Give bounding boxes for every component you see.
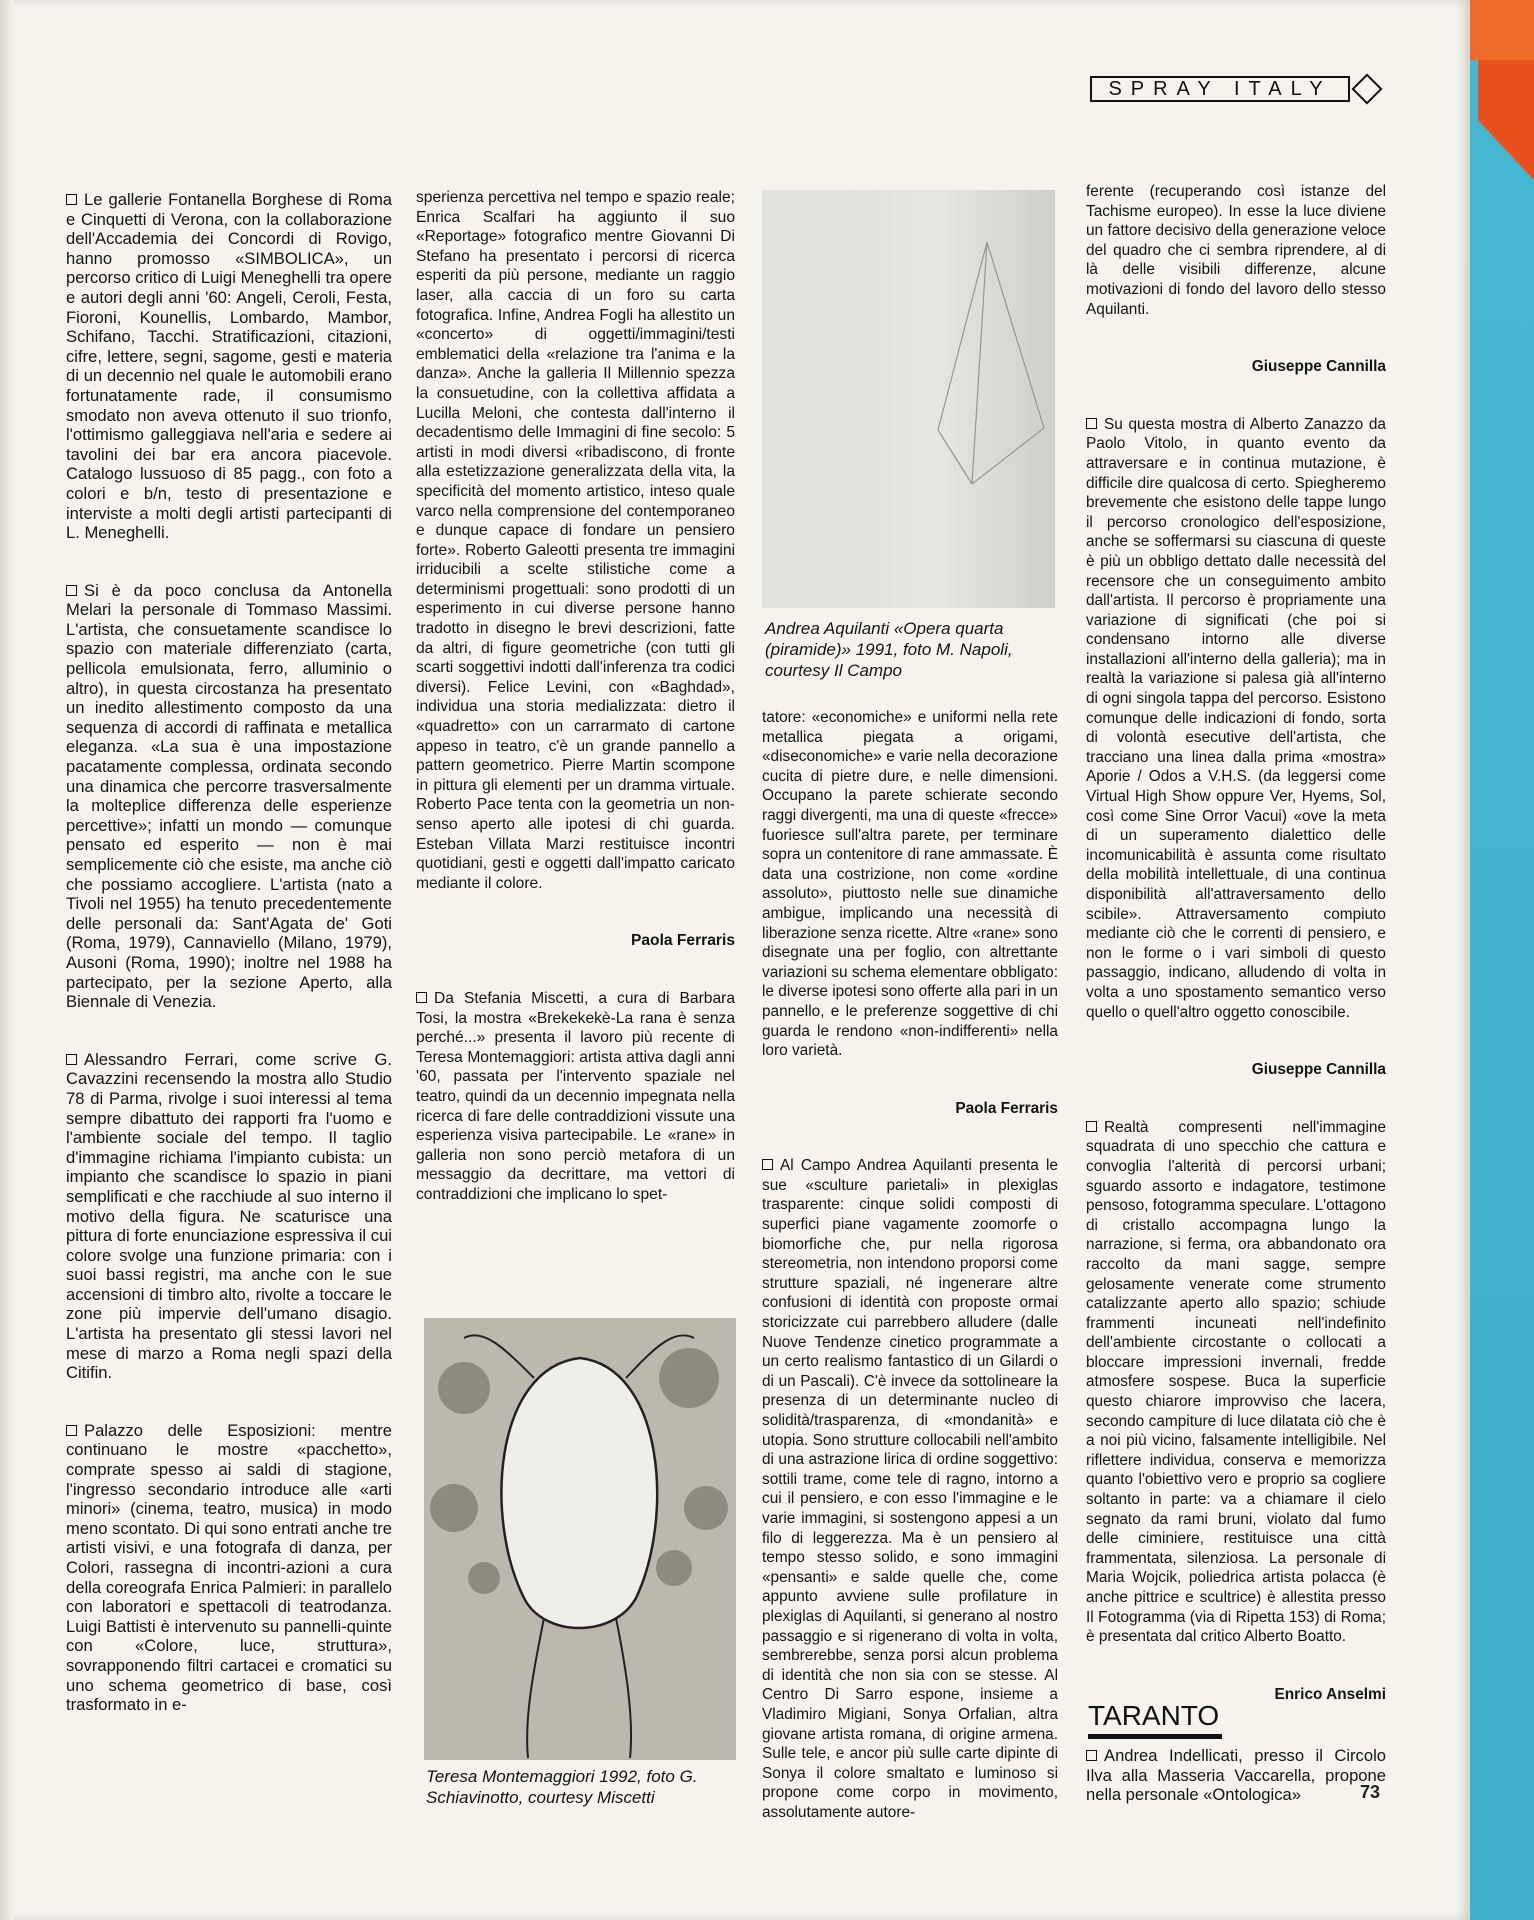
article-paragraph: Palazzo delle Esposizioni: mentre continuano le mostre «pacchetto», comprate spesso ai saldi di stagione, l'ingresso secondario introduce alle «arti minori» (cinema, teatro, musica) in modo meno scontato. Di qui sono entrati anche tre artisti visivi, e una fotografa di danza, per Colori, rassegna di incontri-azioni a cura della coreografa Enrica Palmieri: in parallelo con laboratori e spettacoli di teatrodanza. Luigi Battisti è intervenuto su pannelli-quinte con «Colore, luce, struttura», sovrapponendo filtri cartacei e cromatici su uno schema geometrico di base, così trasformato in e- xyxy=(66,1420,392,1715)
city-heading: TARANTO xyxy=(1088,1700,1220,1731)
bullet-box-icon xyxy=(66,194,77,205)
frog-artwork-photo xyxy=(424,1318,736,1760)
section-header-label: SPRAY ITALY xyxy=(1108,77,1332,100)
bullet-box-icon xyxy=(1086,1750,1097,1761)
bullet-box-icon xyxy=(416,992,427,1003)
page-gutter xyxy=(0,0,14,1920)
article-paragraph: Da Stefania Miscetti, a cura di Barbara Tosi, la mostra «Brekekekè-La rana è senza perché...» presenta il lavoro più recente di Teresa Montemaggiori: artista attiva dagli anni '60, passata per l'intervento spaziale nel teatro, quindi da un decennio impegnata nella ricerca di fare delle contraddizioni vissute una esperienza visiva partecipabile. Le «rane» in galleria non sono perciò metafora di un messaggio da decrittare, ma vettori di contraddizioni che implicano lo spet- xyxy=(416,989,735,1203)
bullet-box-icon xyxy=(66,585,77,596)
article-paragraph: Su questa mostra di Alberto Zanazzo da Paolo Vitolo, in quanto evento da attraversare e in continua mutazione, è difficile dire qualcosa di certo. Spiegheremo brevemente che esistono delle tappe lungo il percorso cronologico dell'esposizione, anche se soffermarsi su ciascuna di queste è più un obbligo dettato dalle necessità del recensore che un conseguimento ambito dall'artista. Il percorso è propriamente una variazione di significati (che poi si condensano intorno alle diverse installazioni all'interno della galleria); ma in realtà la variazione si palesa già all'interno di ogni singola tappa del percorso. Esistono comunque delle indicazioni di fondo, sorta di volontà esecutive dell'artista, che tracciano una linea dalla prima «mostra» Aporie / Odos a V.H.S. (da leggersi come Virtual High Show oppure Ver, Hyems, Sol, così come Sine Orror Vacui) «ove la meta di un superamento dialettico delle incomunicabilità è assunta come risultato della mobilità intellettuale, di una continua disponibilità all'attraversamento dello scibile». Attraversamento compiuto mediante ciò che le correnti di pensiero, e non le forme o i vari simboli di questo passaggio, indicano, alludendo di volta in volta a uno spostamento semantico verso quello o quell'altro oggetto conoscibile. xyxy=(1086,415,1386,1021)
column-3 xyxy=(762,708,1058,1860)
author-signature: Paola Ferraris xyxy=(630,932,735,950)
cover-edge xyxy=(1470,0,1534,1920)
pyramid-photo xyxy=(762,190,1055,608)
author-signature: Paola Ferraris xyxy=(955,1099,1058,1117)
article-paragraph: sperienza percettiva nel tempo e spazio reale; Enrica Scalfari ha aggiunto il suo «Reportage» fotografico mentre Giovanni Di Stefano ha presentato i percorsi di ricerca esperiti da più persone, mediante un raggio laser, alla caccia di un foro su carta fotografica. Infine, Andrea Fogli ha allestito un «concerto» di oggetti/immagini/testi emblematici della «relazione tra l'anima e la danza». Anche la galleria Il Millennio spezza la consuetudine, con la collettiva affidata a Lucilla Meloni, che contesta dall'interno il decadentismo delle Immagini di fine secolo: 5 artisti in modi diversi «ribadiscono, di fronte alla estetizzazione generalizzata della vita, la specificità del momento artistico, inteso quale varco nella comprensione del contemporaneo e dunque capace di fondare un pensiero forte». Roberto Galeotti presenta tre immagini irriducibili a scelte stilistiche come a determinismi progettuali: sono prodotti di un esperimento in cui diverse persone hanno tradotto in disegno le brevi descrizioni, fatte da altri, di figure geometriche (con tutti gli scarti soggettivi indotti dall'inferenza tra codici diversi). Felice Levini, con «Baghdad», individua una storia medializzata: dietro il «quadretto» con un carrarmato di cartone appeso in teatro, c'è un grande pannello a pattern geometrico. Pierre Martin scompone in pittura gli elementi per un dramma virtuale. Roberto Pace tenta con la geometria un non-senso aperto alle ipotesi di chi guarda. Esteban Villata Marzi restituisce incontri quotidiani, gesti e oggetti dall'impatto caricato mediante il colore. xyxy=(416,189,735,892)
heading-rule xyxy=(1088,1734,1222,1739)
article-paragraph: ferente (recuperando così istanze del Tachisme europeo). In esse la luce diviene un fattore decisivo della generazione veloce del quadro che ci sembra riprendere, al di là delle visibili differenze, alcune motivazioni di fondo del lavoro dello stesso Aquilanti. xyxy=(1086,183,1386,318)
column-1 xyxy=(66,190,392,1753)
frog-caption: Teresa Montemaggiori 1992, foto G. Schiavinotto, courtesy Miscetti xyxy=(426,1767,698,1807)
column-4 xyxy=(1086,182,1386,1742)
taranto-item: Andrea Indellicati, presso il Circolo Ilva alla Masseria Vaccarella, propone nella personale «Ontologica» xyxy=(1086,1746,1386,1805)
article-paragraph: Al Campo Andrea Aquilanti presenta le sue «sculture parietali» in plexiglas trasparente: cinque solidi composti di superfici piane vagamente zoomorfe o biomorfiche che, pur nella rigorosa stereometria, non intendono proporsi come strutture spaziali, né ingenerare altre confusioni di identità con proposte ormai storicizzate cui parrebbero alludere (dalle Nuove Tendenze cinetico programmate a un certo realismo fantastico di un Gilardi o di un Pascali). C'è invece da sottolineare la presenza di un determinante nucleo di solidità/trasparenza, di «mondanità» e utopia. Sono strutture collocabili nell'ambito di una astrazione lirica di ordine soggettivo: sottili trame, come tele di ragno, intorno a cui il pensiero, e con esso l'immagine e le varie immagini, si sostengono appesi a un filo di leggerezza. Ma è un pensiero al tempo stesso solido, e sono immagini «pensanti» e salde quelle che, come appunto avviene sulle profilature in plexiglas di Aquilanti, si generano al nostro passaggio e si rigenerano di volta in volta, sembrerebbe, senza porsi alcun problema di identità che non sia con se stesse. Al Centro Di Sarro espone, insieme a Vladimiro Migiani, Sonya Orfalian, altra giovane artista romana, di origine armena. Sulle tele, e ancor più sulle carte dipinte di Sonya il colore smaltato e luminoso si propone come corpo in movimento, assolutamente autore- xyxy=(762,1157,1058,1821)
diamond-icon xyxy=(1351,73,1382,104)
bullet-box-icon xyxy=(1086,1121,1097,1132)
author-signature: Giuseppe Cannilla xyxy=(1251,358,1386,376)
article-paragraph: Realtà compresenti nell'immagine squadrata di uno specchio che cattura e convoglia l'alterità di percorsi urbani; sguardo assorto e indagatore, testimone pensoso, fotogramma speculare. L'ottagono di cristallo accompagna lungo la narrazione, si ferma, ora abbandonato ora raccolto da mani sagge, sempre gelosamente venerate come strumento catalizzante aperto allo spazio; schiude frammenti incuneati nell'indefinito dell'ambiente circostante o collocati a bloccare impressioni invernali, fredde atmosfere sospese. Buca la superficie questo chiarore improvviso che lacera, secondo campiture di luce dilatata ciò che è a noi più vicino, falsamente intelligibile. Nel riflettere individua, conserva e memorizza quanto l'obiettivo vero e proprio sa cogliere soltanto in parte: va a chiamare il cielo segnato da rami bruni, violato dal fumo delle ciminiere, restituisce una città frammentata, silenziosa. La personale di Maria Wojcik, poliedrica artista polacca (è anche pittrice e scultrice) è allestita presso Il Fotogramma (via di Ripetta 153) di Roma; è presentata dal critico Alberto Boatto. xyxy=(1086,1118,1386,1646)
article-paragraph: Si è da poco conclusa da Antonella Melari la personale di Tommaso Massimi. L'artista, che consuetamente scandisce lo spazio con materiale differenziato (carta, pellicola emulsionata, ferro, alluminio o altro), in questa circostanza ha presentato un inedito allestimento composto da una sequenza di accordi di raffinata e metallica eleganza. «La sua è una impostazione pacatamente complessa, ordinata secondo una dinamica che percorre trasversalmente la molteplice differenza delle esperienze percettive»; infatti un mondo — comunque pensato ed esperito — non è mai semplicemente ciò che esiste, ma anche ciò che possiamo accogliere. L'artista (nato a Tivoli nel 1955) ha tenuto precedentemente delle personali da: Sant'Agata de' Goti (Roma, 1979), Cannaviello (Milano, 1979), Ausoni (Roma, 1990); inoltre nel 1988 ha partecipato, per la sezione Aperto, alla Biennale di Venezia. xyxy=(66,580,392,1012)
section-header xyxy=(1090,76,1350,102)
author-signature: Enrico Anselmi xyxy=(1274,1685,1386,1703)
article-paragraph: Alessandro Ferrari, come scrive G. Cavazzini recensendo la mostra allo Studio 78 di Parma, rivolge i suoi interessi al tema sempre dibattuto dei rapporti fra l'uomo e l'ambiente sociale del tempo. Il taglio d'immagine richiama l'impianto cubista: un impianto che scandisce lo spazio in piani semplificati e che racchiude al suo interno il motivo della figura. Ne scaturisce una pittura di forte enunciazione espressiva il cui colore svolge una funzione primaria: con i suoi bassi registri, ma anche con le sue accensioni di timbro alto, rivolte a toccare le zone più impervie dell'umano disagio. L'artista ha presentato gli stessi lavori nel mese di marzo a Roma negli spazi della Citifin. xyxy=(66,1049,392,1383)
bullet-box-icon xyxy=(66,1425,77,1436)
page-number: 73 xyxy=(1360,1782,1381,1802)
bullet-box-icon xyxy=(66,1054,77,1065)
bullet-box-icon xyxy=(1086,418,1097,429)
pyramid-caption: Andrea Aquilanti «Opera quarta (piramide)» 1991, foto M. Napoli, courtesy Il Campo xyxy=(765,619,1013,680)
bullet-box-icon xyxy=(762,1159,773,1170)
author-signature: Giuseppe Cannilla xyxy=(1251,1061,1386,1079)
column-2 xyxy=(416,188,735,1243)
article-paragraph: tatore: «economiche» e uniformi nella rete metallica piegata a origami, «diseconomiche» e varie nella decorazione cucita di pietre dure, e nelle dimensioni. Occupano la parete schierate secondo raggi divergenti, ma una di queste «frecce» fuoriesce sull'altra parete, per terminare sopra un contenitore di rane ammassate. È data una costrizione, non come «ordine assoluto», piuttosto nelle sue dinamiche ambigue, implicando una necessità di liberazione senza ricette. Altre «rane» sono disegnate una per foglio, con altrettante variazioni su schema elementare obbligato: le diverse ipotesi sono offerte alla pari in un pannello, e le preferenze soggettive di chi guarda le rendono «non-indifferenti» nella loro varietà. xyxy=(762,709,1059,1060)
article-paragraph: Le gallerie Fontanella Borghese di Roma e Cinquetti di Verona, con la collaborazione dell'Accademia dei Concordi di Rovigo, hanno promosso «SIMBOLICA», un percorso critico di Luigi Meneghelli tra opere e autori degli anni '60: Angeli, Ceroli, Festa, Fioroni, Kounellis, Lombardo, Mambor, Schifano, Tacchi. Stratificazioni, citazioni, cifre, lettere, segni, sagome, gesti e materia di un decennio nel quale le automobili erano fortunatamente rade, il consumismo smodato non aveva ottenuto il suo trionfo, l'ottimismo galleggiava nell'aria e sedere ai tavolini dei bar era ancora piacevole. Catalogo lussuoso di 85 pagg., con foto a colori e b/n, testo di presentazione e interviste a molti degli artisti partecipanti di L. Meneghelli. xyxy=(66,190,392,543)
